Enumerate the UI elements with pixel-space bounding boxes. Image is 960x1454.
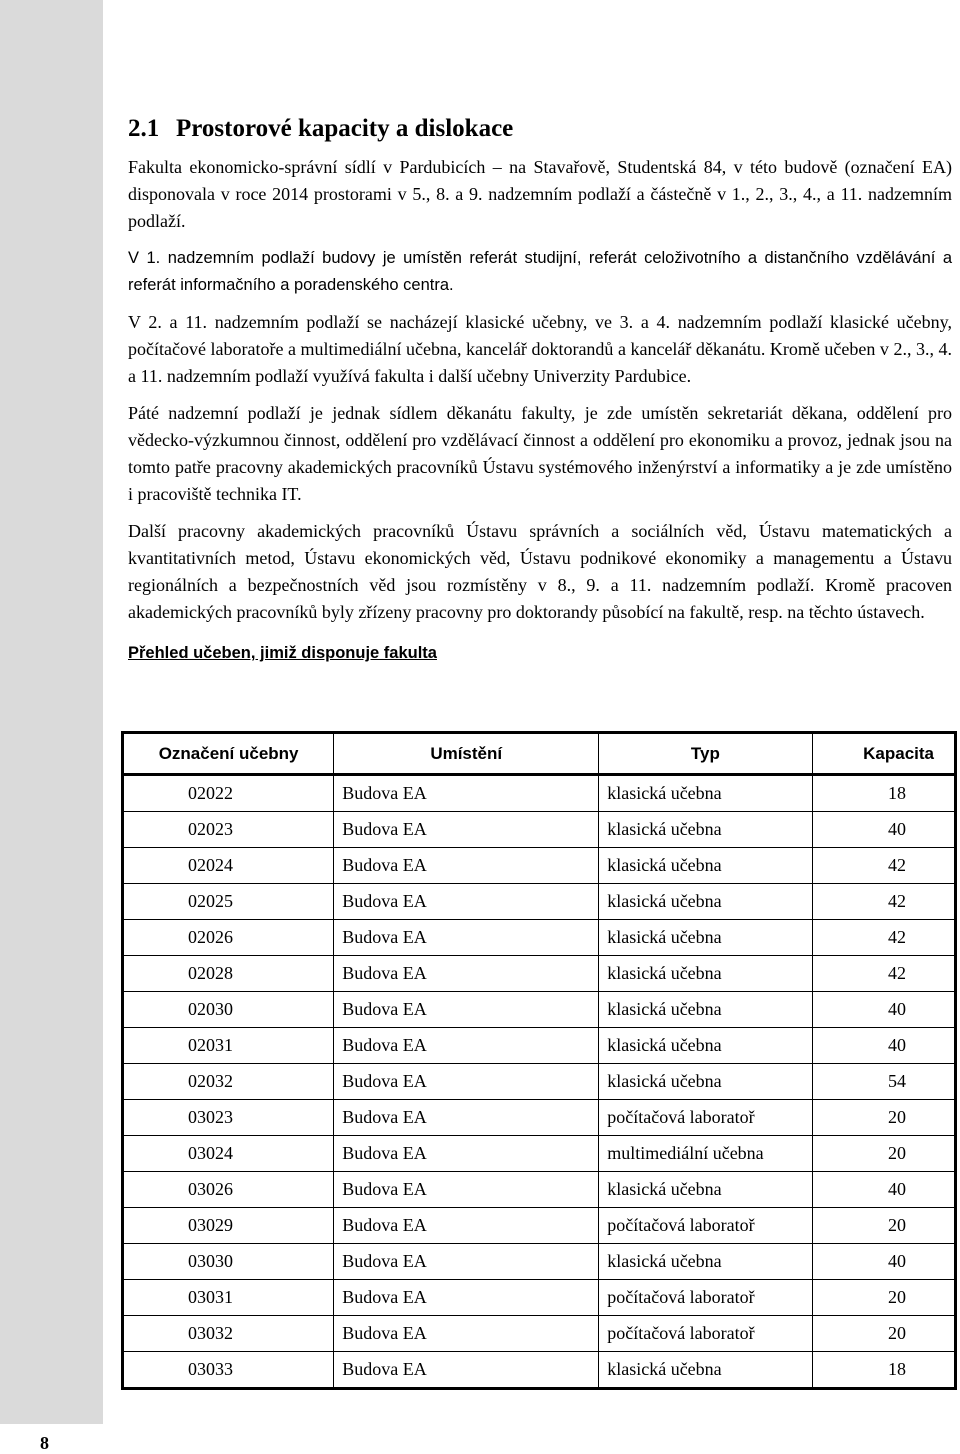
table-row [123,1136,956,1172]
type-cell: počítačová laboratoř [599,1208,812,1244]
type-cell: multimediální učebna [599,1136,812,1172]
type-cell: počítačová laboratoř [599,1100,812,1136]
paragraph-classrooms: V 2. a 11. nadzemním podlaží se nacházejí klasické učebny, ve 3. a 4. nadzemním podlaží klasické učebny, počítačové laboratoře a multimediální učebna, kancelář doktorandů a kancelář děkanátu. Kromě učeben v 2., 3., 4. a 11. nadzemním podlaží využívá fakulta i další učebny Univerzity Pardubice. [128,312,952,386]
page-number: 8 [40,1433,49,1453]
location-cell: Budova EA [334,884,599,920]
location-cell: Budova EA [334,1028,599,1064]
room-code-cell: 02024 [123,848,334,884]
location-cell: Budova EA [334,775,599,812]
room-code-cell: 02028 [123,956,334,992]
type-cell: klasická učebna [599,1244,812,1280]
capacity-cell: 40 [812,812,956,848]
capacity-cell: 42 [812,884,956,920]
paragraph-fifth-floor: Páté nadzemní podlaží je jednak sídlem děkanátu fakulty, je zde umístěn sekretariát děkana, oddělení pro vědecko-výzkumnou činnost, oddělení pro vzdělávací činnost a oddělení pro ekonomiku a provoz, jednak jsou na tomto patře pracovny akademických pracovníků Ústavu systémového inženýrství a informatiky a je zde umístěno i pracoviště technika IT. [128,403,952,504]
capacity-cell: 42 [812,956,956,992]
capacity-cell: 18 [812,775,956,812]
capacity-cell: 40 [812,992,956,1028]
room-code-cell: 02025 [123,884,334,920]
location-cell: Budova EA [334,956,599,992]
room-code-cell: 02031 [123,1028,334,1064]
room-code-cell: 03033 [123,1352,334,1389]
paragraph-first-floor: V 1. nadzemním podlaží budovy je umístěn referát studijní, referát celoživotního a distančního vzdělávání a referát informačního a poradenského centra. [128,249,952,294]
type-cell: klasická učebna [599,992,812,1028]
capacity-cell: 20 [812,1280,956,1316]
type-cell: klasická učebna [599,920,812,956]
location-cell: Budova EA [334,1136,599,1172]
capacity-cell: 40 [812,1172,956,1208]
room-code-cell: 03031 [123,1280,334,1316]
capacity-cell: 40 [812,1028,956,1064]
header-type: Typ [599,733,812,775]
type-cell: klasická učebna [599,956,812,992]
type-cell: klasická učebna [599,1172,812,1208]
type-cell: počítačová laboratoř [599,1316,812,1352]
section-title: Prostorové kapacity a dislokace [176,115,514,142]
table-row [123,1316,956,1352]
table-row [123,1100,956,1136]
location-cell: Budova EA [334,1064,599,1100]
location-cell: Budova EA [334,1208,599,1244]
type-cell: klasická učebna [599,775,812,812]
section-number: 2.1 [128,115,160,142]
room-code-cell: 03024 [123,1136,334,1172]
location-cell: Budova EA [334,1244,599,1280]
type-cell: klasická učebna [599,1352,812,1389]
type-cell: klasická učebna [599,1064,812,1100]
table-row [123,1352,956,1389]
room-code-cell: 02030 [123,992,334,1028]
location-cell: Budova EA [334,1172,599,1208]
document-body [128,112,952,678]
table-row [123,1244,956,1280]
type-cell: počítačová laboratoř [599,1280,812,1316]
capacity-cell: 20 [812,1316,956,1352]
room-code-cell: 03026 [123,1172,334,1208]
capacity-cell: 40 [812,1244,956,1280]
type-cell: klasická učebna [599,812,812,848]
location-cell: Budova EA [334,1280,599,1316]
location-cell: Budova EA [334,848,599,884]
room-code-cell: 03029 [123,1208,334,1244]
room-code-cell: 02032 [123,1064,334,1100]
capacity-cell: 42 [812,920,956,956]
room-code-cell: 02026 [123,920,334,956]
table-row [123,1064,956,1100]
page-margin-bar [0,0,103,1424]
type-cell: klasická učebna [599,884,812,920]
capacity-cell: 20 [812,1100,956,1136]
capacity-cell: 20 [812,1208,956,1244]
location-cell: Budova EA [334,1352,599,1389]
table-heading-text: Přehled učeben, jimiž disponuje fakulta [128,644,437,662]
header-capacity: Kapacita [812,733,956,775]
table-row [123,956,956,992]
table-row [123,1280,956,1316]
capacity-cell: 42 [812,848,956,884]
table-row [123,1208,956,1244]
table-row [123,848,956,884]
paragraph-location: Fakulta ekonomicko-správní sídlí v Pardubicích – na Stavařově, Studentská 84, v této budově (označení EA) disponovala v roce 2014 prostorami v 5., 8. a 9. nadzemním podlaží a částečně v 1., 2., 3., 4., a 11. nadzemním podlaží. [128,157,952,231]
table-row [123,812,956,848]
header-room-code: Označení učebny [123,733,334,775]
section-heading [128,112,952,146]
paragraph-other-offices: Další pracovny akademických pracovníků Ústavu správních a sociálních věd, Ústavu matematických a kvantitativních metod, Ústavu ekonomických věd, Ústavu podnikové ekonomiky a managementu a Ústavu regionálních a bezpečnostních věd jsou rozmístěny v 8., 9. a 11. nadzemním podlaží. Kromě pracoven akademických pracovníků byly zřízeny pracovny pro doktorandy působící na fakultě, resp. na těchto ústavech. [128,521,952,622]
room-code-cell: 02022 [123,775,334,812]
location-cell: Budova EA [334,992,599,1028]
type-cell: klasická učebna [599,1028,812,1064]
table-row [123,1028,956,1064]
location-cell: Budova EA [334,1316,599,1352]
capacity-cell: 18 [812,1352,956,1389]
table-row [123,992,956,1028]
capacity-cell: 54 [812,1064,956,1100]
header-location: Umístění [334,733,599,775]
room-code-cell: 03030 [123,1244,334,1280]
location-cell: Budova EA [334,812,599,848]
capacity-cell: 20 [812,1136,956,1172]
location-cell: Budova EA [334,920,599,956]
table-row [123,920,956,956]
table-row [123,775,956,812]
table-heading [128,642,952,664]
table-row [123,1172,956,1208]
table-header-row [123,733,956,775]
room-code-cell: 02023 [123,812,334,848]
table-body [123,775,956,1389]
room-code-cell: 03032 [123,1316,334,1352]
classroom-table [121,731,957,1390]
type-cell: klasická učebna [599,848,812,884]
room-code-cell: 03023 [123,1100,334,1136]
location-cell: Budova EA [334,1100,599,1136]
table-row [123,884,956,920]
